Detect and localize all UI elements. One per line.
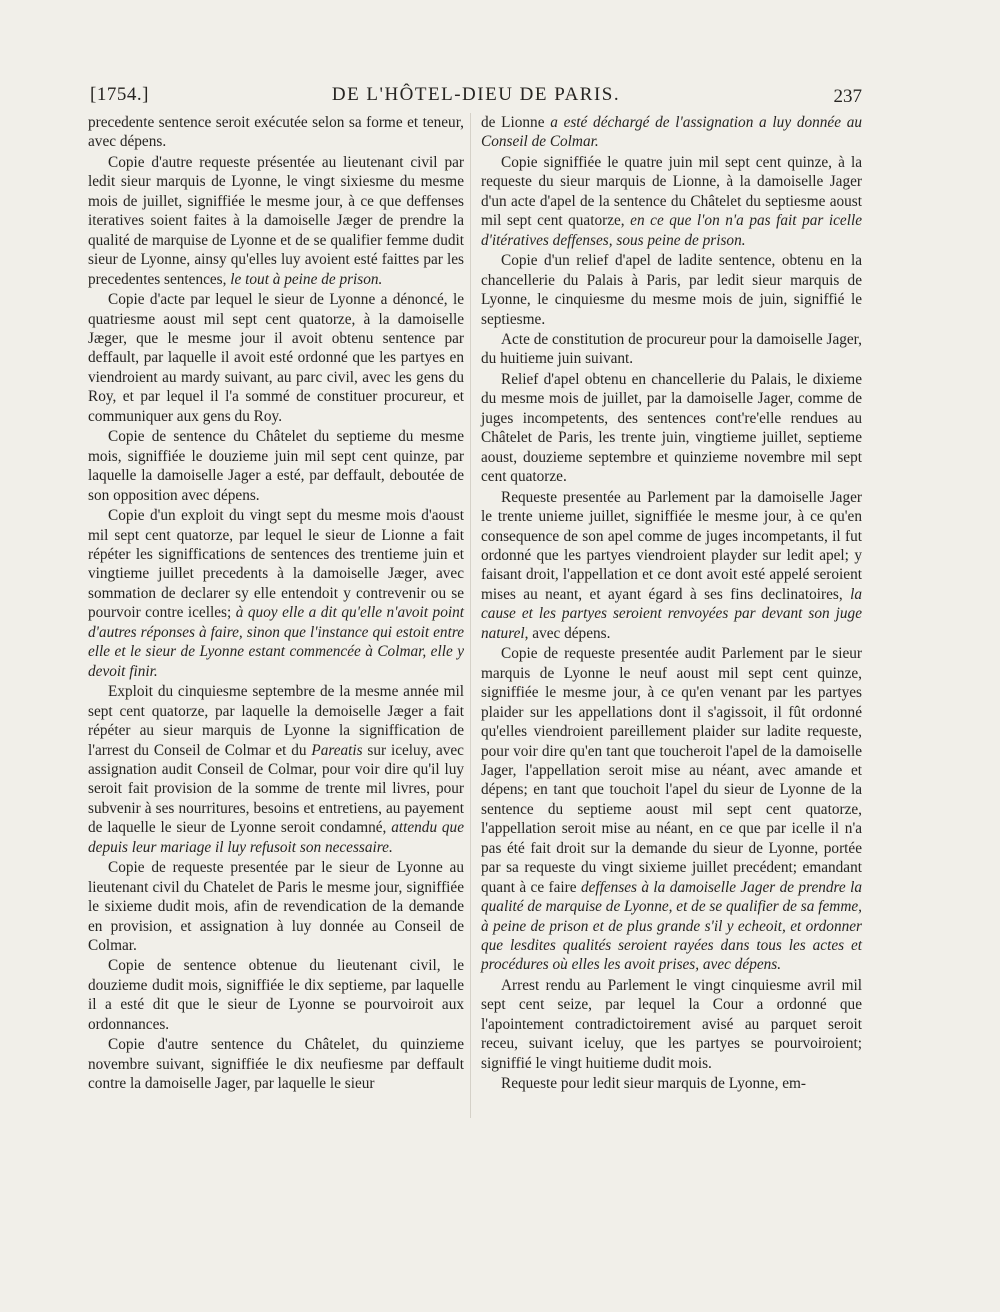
paragraph xyxy=(88,506,464,681)
text-run: Copie d'autre sentence du Châtelet, du quinzieme novembre suivant, signiffiée le dix neufiesme par deffault contre la damoiselle Jager, par laquelle le sieur xyxy=(88,1036,464,1093)
text-run: Copie d'autre requeste présentée au lieutenant civil par ledit sieur marquis de Lyonne, le vingt sixiesme du mesme mois de juillet, signiffiée le mesme jour, à ce que deffenses iteratives soient faites à la damoiselle Jæger de prendre la qualité de marquise de Lyonne et de se qualifier femme dudit sieur de Lyonne, ainsy qu'elles luy avoient esté faittes par les precedentes sentences, xyxy=(88,153,464,288)
paragraph xyxy=(481,644,862,975)
header-year: [1754.] xyxy=(90,84,149,105)
text-run: Arrest rendu au Parlement le vingt cinquiesme avril mil sept cent seize, par lequel la Cour a ordonné que l'apointement contradictoirement avisé au parquet seroit receu, suivant iceluy, que les partyes se pourvoiroient; signiffié le vingt huitieme dudit mois. xyxy=(481,976,862,1072)
paragraph xyxy=(88,153,464,289)
text-run: Copie d'acte par lequel le sieur de Lyonne a dénoncé, le quatriesme aoust mil sept cent quatorze, à la damoiselle Jæger, que le mesme jour il avoit obtenu sentence par deffault, par laquelle il avoit esté ordonné que les partyes en viendroient au mardy suivant, au parc civil, avec les gens du Roy, et par lequel il l'a sommé de constituer procureur, et communiquer aux gens du Roy. xyxy=(88,291,464,425)
text-run: Copie signiffiée le quatre juin mil sept cent quinze, à la requeste du sieur marquis de Lionne, à la damoiselle Jager d'un acte d'apel de la sentence du Châtelet du septiesme aoust mil sept cent quatorze, xyxy=(481,153,862,230)
paragraph xyxy=(88,956,464,1034)
paragraph xyxy=(88,1035,464,1093)
italic-text: le tout à peine de prison. xyxy=(230,270,383,288)
text-run: , avec dépens. xyxy=(524,624,611,642)
paragraph xyxy=(88,290,464,426)
text-run: Exploit du cinquiesme septembre de la mesme année mil sept cent quatorze, par laquelle la demoiselle Jæger a fait répéter au sieur marquis de Lyonne la signiffication de l'arrest du Conseil de Colmar et du xyxy=(88,683,464,759)
header-title: DE L'HÔTEL-DIEU DE PARIS. xyxy=(331,84,621,105)
text-run: Requeste presentée au Parlement par la damoiselle Jager le trente unieme juillet, signiffiée le mesme jour, à ce qu'en consequence de son apel comme de juges incompetants, il fut ordonné que les partyes viendroient playder sur ledit apel; y faisant droit, l'appellation et ce dont avoit esté appelé seroient mises au neant, et ayant égard à ses fins declinatoires, xyxy=(481,488,862,603)
paragraph xyxy=(481,251,862,329)
paragraph xyxy=(88,113,464,152)
text-run: Requeste pour ledit sieur marquis de Lyonne, em- xyxy=(501,1075,807,1093)
paragraph xyxy=(88,427,464,505)
italic-text: en ce que l'on n'a pas fait par icelle d'itératives deffenses, sous peine de prison. xyxy=(481,212,863,249)
text-run: Copie d'un relief d'apel de ladite sentence, obtenu en la chancellerie du Palais à Paris, par ledit sieur marquis de Lyonne, le cinquiesme du mesme mois de juin, signiffié le septiesme. xyxy=(481,252,862,328)
text-run: Copie de sentence du Châtelet du septieme du mesme mois, signiffiée le douzieme juin mil sept cent quinze, par laquelle la damoiselle Jager a esté, par deffault, deboutée de son opposition avec dépens. xyxy=(88,428,464,504)
column-divider xyxy=(470,113,471,1118)
paragraph xyxy=(481,1074,862,1093)
page-number: 237 xyxy=(833,86,862,107)
italic-text: la cause et les partyes seroient renvoyées par devant son juge naturel xyxy=(481,585,862,642)
text-run: Relief d'apel obtenu en chancellerie du Palais, le dixieme du mesme mois de juillet, par la damoiselle Jager, comme de juges incompetents, des sentences cont're'elle rendues au Châtelet de Paris, les trente juin, vingtieme juillet, septieme aoust, douzieme septembre et quinzieme novembre mil sept cent quatorze. xyxy=(481,370,862,486)
left-column xyxy=(88,113,464,1094)
text-run: Copie de requeste presentée audit Parlement par le sieur marquis de Lyonne le neuf aoust mil sept cent quinze, signiffiée le mesme jour, à ce qu'en venant par les partyes plaider sur les appellations dont il s'agissoit, il fût ordonné qu'elles viendroient pareillement plaider sur ladite requeste, pour voir dire qu'en tant que toucheroit l'apel de la damoiselle Jager, l'appellation seroit mise au néant, avec amande et dépens; en tant que touchoit l'apel du sieur de Lyonne de la sentence du septieme aoust mil sept cent quatorze, l'appellation seroit mise au néant, en ce que par icelle il n'a pas été fait droit sur la demande du sieur de Lyonne, portée par sa requeste du vingt sixieme juillet precédent; emandant quant à ce faire xyxy=(481,645,862,896)
italic-text: attendu que depuis leur mariage il luy refusoit son necessaire. xyxy=(88,819,464,856)
text-run: precedente sentence seroit exécutée selon sa forme et teneur, avec dépens. xyxy=(88,114,464,151)
text-run: Copie de sentence obtenue du lieutenant civil, le douzieme dudit mois, signiffiée le dix septieme, par laquelle il a esté dit que le sieur de Lyonne se pourvoiroit aux ordonnances. xyxy=(88,957,464,1033)
text-run: Copie d'un exploit du vingt sept du mesme mois d'aoust mil sept cent quatorze, par lequel le sieur de Lionne a fait répéter les signiffications de sentences des trentieme juin et vingtieme juillet precedents à la damoiselle Jæger, avec sommation de declarer sy elle entendoit y contrevenir ou se pourvoir contre icelles; xyxy=(88,507,464,622)
running-header xyxy=(90,84,862,110)
italic-text: a esté déchargé de l'assignation a luy donnée au Conseil de Colmar. xyxy=(481,114,862,151)
right-column xyxy=(481,113,862,1094)
paragraph xyxy=(481,488,862,644)
text-run: Copie de requeste presentée par le sieur de Lyonne au lieutenant civil du Chatelet de Paris le mesme jour, signiffiée le sixieme dudit mois, afin de revendication de la demande en provision, et assignation à luy donnée au Conseil de Colmar. xyxy=(88,859,464,955)
paragraph xyxy=(481,370,862,487)
text-run: Acte de constitution de procureur pour la damoiselle Jager, du huitieme juin suivant. xyxy=(481,330,862,368)
paragraph xyxy=(481,153,862,250)
text-run: de Lionne xyxy=(481,114,551,131)
italic-text: deffenses à la damoiselle Jager de prendre la qualité de marquise de Lyonne, et de se qualifier de sa femme, à peine de prison et de plus grande s'il y echeoit, et ordonner que lesdites qualités seroient rayées dans tous les actes et procédures où elles les avoit prises, avec dépens. xyxy=(481,878,863,974)
paragraph xyxy=(88,858,464,955)
paragraph xyxy=(88,682,464,857)
italic-text: à quoy elle a dit qu'elle n'avoit point d'autres réponses à faire, sinon que l'instance qui estoit entre elle et le sieur de Lyonne estant commencée à Colmar, elle y devoit finir. xyxy=(88,604,464,680)
text-run: sur iceluy, avec assignation audit Conseil de Colmar, pour voir dire qu'il luy seroit fait provision de la somme de trente mil livres, pour subvenir à ses nourritures, besoins et entretiens, au payement de laquelle le sieur de Lyonne seroit condamné, xyxy=(88,741,464,837)
paragraph xyxy=(481,976,862,1073)
paragraph xyxy=(481,330,862,369)
italic-text: Pareatis xyxy=(311,741,363,759)
paragraph xyxy=(481,113,862,152)
